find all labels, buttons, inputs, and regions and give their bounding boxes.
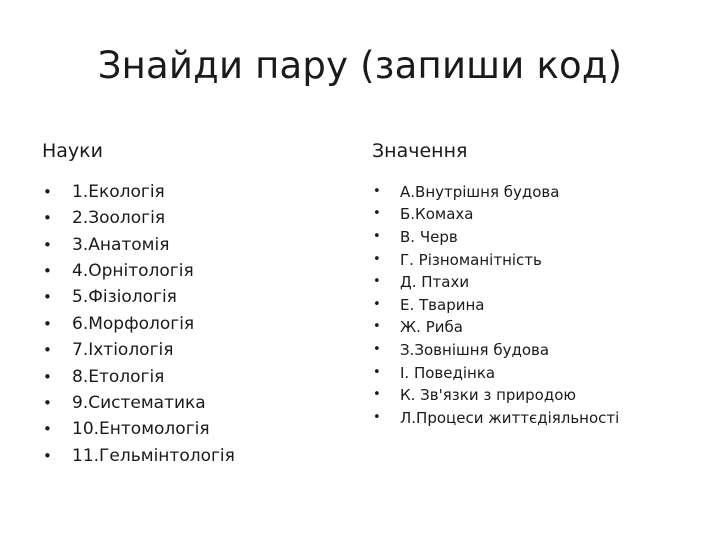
list-item [42, 258, 342, 284]
list-item [42, 284, 342, 310]
meanings-list [372, 181, 712, 430]
sciences-column [42, 140, 342, 469]
list-item [42, 443, 342, 469]
meanings-heading: Значення [372, 140, 468, 162]
bullet-icon: • [373, 296, 381, 312]
meaning-label: Б.Комаха [400, 205, 474, 224]
bullet-icon: • [373, 228, 381, 244]
science-label: 5.Фізіологія [72, 287, 177, 308]
list-item [42, 205, 342, 231]
list-item [372, 362, 712, 385]
list-item [372, 249, 712, 272]
meaning-label: А.Внутрішня будова [400, 182, 560, 201]
list-item [42, 416, 342, 442]
meaning-label: Д. Птахи [400, 273, 470, 292]
bullet-icon: • [43, 341, 52, 360]
meaning-label: І. Поведінка [400, 363, 496, 382]
bullet-icon: • [43, 182, 52, 201]
bullet-icon: • [373, 206, 381, 222]
meaning-label: Л.Процеси життєдіяльності [400, 408, 620, 427]
bullet-icon: • [43, 288, 52, 307]
science-label: 3.Анатомія [72, 234, 170, 255]
list-item [42, 390, 342, 416]
science-label: 7.Іхтіологія [72, 340, 174, 361]
list-item [42, 232, 342, 258]
science-label: 1.Екологія [72, 181, 165, 202]
list-item [372, 271, 712, 294]
science-label: 6.Морфологія [72, 313, 195, 334]
list-item [372, 407, 712, 430]
bullet-icon: • [43, 446, 52, 465]
meaning-label: Ж. Риба [400, 318, 463, 337]
list-item [372, 226, 712, 249]
bullet-icon: • [373, 319, 381, 335]
list-item [42, 337, 342, 363]
science-label: 2.Зоологія [72, 208, 166, 229]
bullet-icon: • [373, 274, 381, 290]
bullet-icon: • [373, 183, 381, 199]
bullet-icon: • [43, 235, 52, 254]
science-label: 11.Гельмінтологія [72, 445, 235, 466]
bullet-icon: • [373, 387, 381, 403]
bullet-icon: • [43, 209, 52, 228]
list-item [372, 316, 712, 339]
bullet-icon: • [43, 261, 52, 280]
bullet-icon: • [43, 393, 52, 412]
list-item [372, 384, 712, 407]
list-item [372, 294, 712, 317]
list-item [42, 364, 342, 390]
bullet-icon: • [43, 367, 52, 386]
science-label: 9.Систематика [72, 392, 206, 413]
meaning-label: Г. Різноманітність [400, 250, 542, 269]
meaning-label: К. Зв'язки з природою [400, 386, 577, 405]
meaning-label: В. Черв [400, 227, 458, 246]
bullet-icon: • [43, 314, 52, 333]
sciences-heading: Науки [42, 140, 103, 162]
meaning-label: Е. Тварина [400, 295, 485, 314]
list-item [42, 311, 342, 337]
science-label: 10.Ентомологія [72, 419, 210, 440]
sciences-list [42, 179, 342, 469]
bullet-icon: • [43, 420, 52, 439]
list-item [42, 179, 342, 205]
slide-title: Знайди пару (запиши код) [97, 44, 623, 87]
meanings-column [372, 140, 712, 429]
bullet-icon: • [373, 409, 381, 425]
meaning-label: З.Зовнішня будова [400, 340, 550, 359]
list-item [372, 181, 712, 204]
bullet-icon: • [373, 251, 381, 267]
science-label: 4.Орнітологія [72, 260, 194, 281]
bullet-icon: • [373, 341, 381, 357]
list-item [372, 203, 712, 226]
science-label: 8.Етологія [72, 366, 165, 387]
list-item [372, 339, 712, 362]
bullet-icon: • [373, 364, 381, 380]
